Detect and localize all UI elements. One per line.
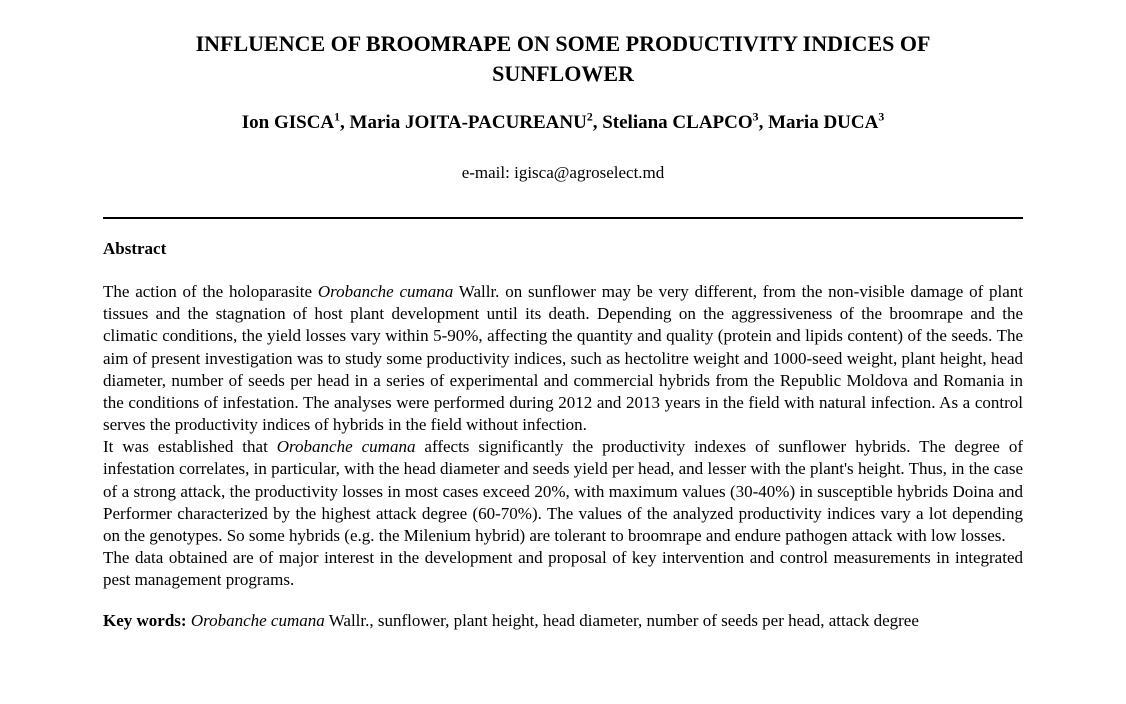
text-run: It was established that [103, 437, 277, 457]
text-run: , Steliana CLAPCO [592, 112, 753, 133]
header-separator-rule [103, 217, 1023, 219]
title-line-1: INFLUENCE OF BROOMRAPE ON SOME PRODUCTIVITY INDICES OF [195, 31, 931, 56]
text-run: Orobanche cumana [317, 282, 454, 302]
text-run: , Maria JOITA-PACUREANU [340, 112, 587, 133]
text-run: Key words: [103, 611, 191, 631]
text-run: Wallr., sunflower, plant height, head diameter, number of seeds per head, attack degree [324, 611, 919, 631]
text-run: 3 [878, 110, 885, 124]
text-run: affects significantly the productivity indexes of sunflower hybrids. The degree of infestation correlates, in particular, with the head diameter and seeds yield per head, and lesser with the plant's height. Thus, in the case of a strong attack, the productivity losses in most cases exceed 20%, with maximum values (30-40%) in susceptible hybrids Doina and Performer characterized by the highest attack degree (60-70%). The values of the analyzed productivity indices vary a lot depending on the genotypes. So some hybrids (e.g. the Milenium hybrid) are tolerant to broomrape and endure pathogen attack with low losses. [103, 437, 1023, 545]
email-line: e-mail: igisca@agroselect.md [461, 163, 665, 182]
abstract-body [103, 281, 1023, 591]
abstract-heading: Abstract [103, 239, 167, 258]
authors-line [103, 110, 1023, 136]
text-run: 3 [752, 110, 759, 124]
text-run: Orobanche cumana [190, 611, 325, 631]
text-run: Ion GISCA [241, 112, 335, 133]
text-run: The action of the holoparasite [103, 282, 318, 302]
text-run: , Maria DUCA [758, 112, 879, 133]
text-run: 1 [334, 110, 341, 124]
paper-page [103, 29, 1023, 633]
abstract-paragraph [103, 281, 1023, 436]
abstract-paragraph [103, 436, 1023, 547]
text-run: 2 [586, 110, 593, 124]
text-run: Orobanche cumana [276, 437, 416, 457]
text-run: The data obtained are of major interest in the development and proposal of key intervention and control measurements in integrated pest management programs. [103, 548, 1023, 590]
text-run: Wallr. on sunflower may be very different, from the non-visible damage of plant tissues and the stagnation of host plant development until its death. Depending on the aggressiveness of the broomrape and the climatic conditions, the yield losses vary within 5-90%, affecting the quantity and quality (protein and lipids content) of the seeds. The aim of present investigation was to study some productivity indices, such as hectolitre weight and 1000-seed weight, plant height, head diameter, number of seeds per head in a series of experimental and commercial hybrids from the Republic Moldova and Romania in the conditions of infestation. The analyses were performed during 2012 and 2013 years in the field with natural infection. As a control serves the productivity indices of hybrids in the field without infection. [103, 282, 1023, 435]
keywords-line [103, 610, 1023, 632]
paper-title [103, 29, 1023, 89]
title-line-2: SUNFLOWER [492, 61, 634, 86]
abstract-paragraph [103, 547, 1023, 591]
